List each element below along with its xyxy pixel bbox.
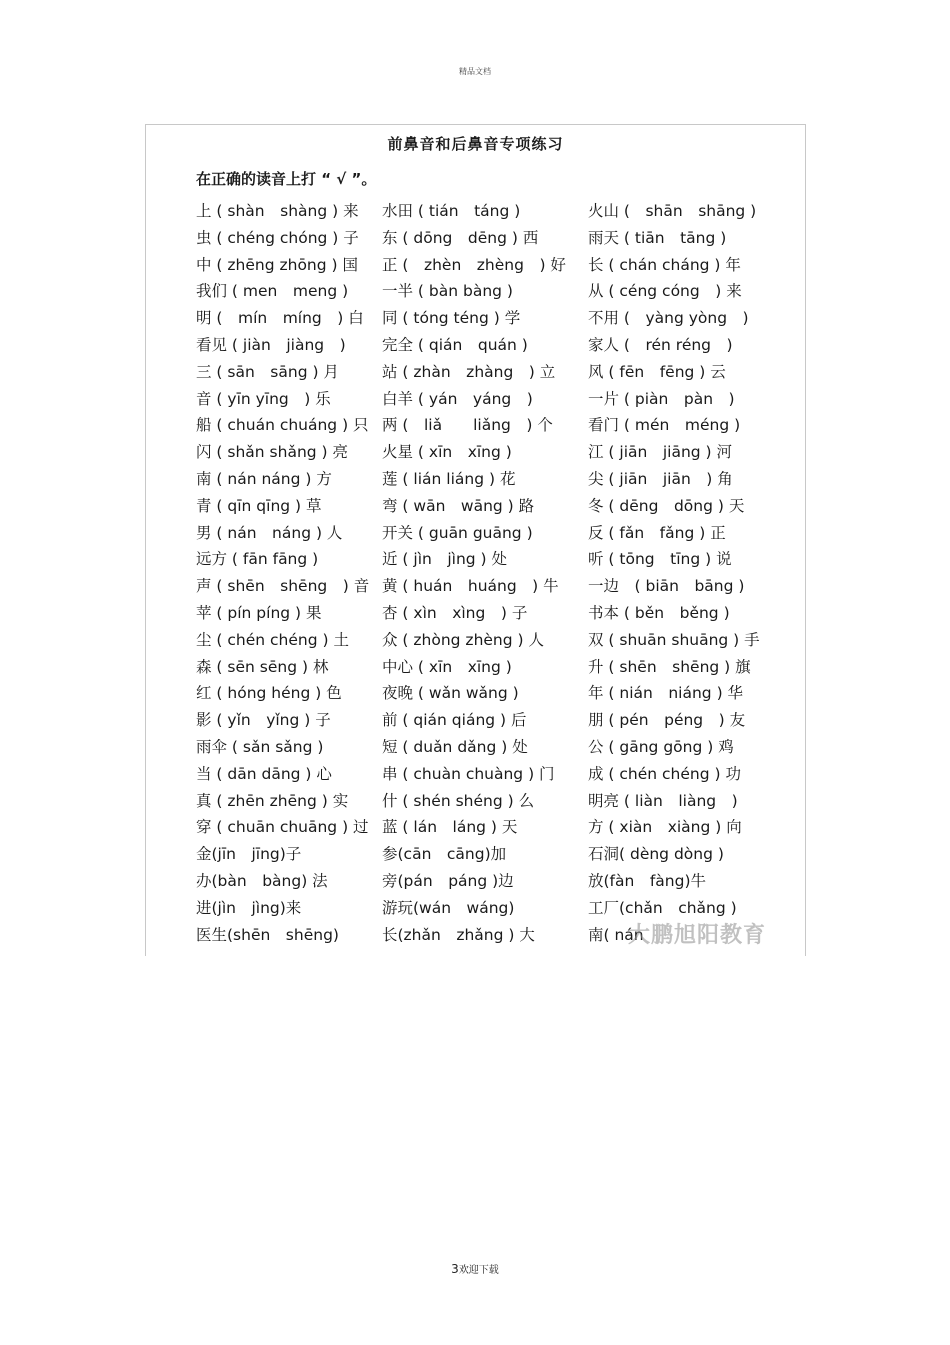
exercise-item: 苹 ( pín píng ) 果 — [196, 603, 322, 622]
exercise-row — [196, 868, 796, 895]
exercise-item: 公 ( gāng gōng ) 鸡 — [588, 737, 734, 756]
exercise-item: 众 ( zhòng zhèng ) 人 — [382, 630, 544, 649]
exercise-item: 火山 ( shān shāng ) — [588, 202, 757, 220]
exercise-row — [196, 814, 796, 841]
exercise-row — [196, 252, 796, 279]
exercise-item: 南( nán — [588, 925, 644, 944]
exercise-item: 船 ( chuán chuáng ) 只 — [196, 416, 369, 435]
exercise-row — [196, 680, 796, 707]
exercise-row — [196, 332, 796, 359]
exercise-item: 成 ( chén chéng ) 功 — [588, 764, 741, 783]
exercise-item: 冬 ( dēng dōng ) 天 — [588, 496, 745, 515]
exercise-item: 朋 ( pén péng ) 友 — [588, 711, 746, 730]
exercise-item: 一半 ( bàn bàng ) — [382, 282, 513, 301]
exercise-item: 虫 ( chéng chóng ) 子 — [196, 228, 359, 247]
exercise-row — [196, 707, 796, 734]
exercise-item: 旁(pán páng )边 — [382, 871, 514, 890]
exercise-item: 莲 ( lián liáng ) 花 — [382, 469, 516, 488]
exercise-row — [196, 600, 796, 627]
exercise-item: 两 ( liǎ liǎng ) 个 — [382, 416, 553, 435]
exercise-row — [196, 734, 796, 761]
exercise-item: 同 ( tóng téng ) 学 — [382, 309, 521, 328]
exercise-item: 三 ( sān sāng ) 月 — [196, 362, 339, 381]
exercise-item: 从 ( céng cóng ) 来 — [588, 282, 742, 301]
exercise-item: 看门 ( mén méng ) — [588, 416, 741, 435]
exercise-item: 影 ( yǐn yǐng ) 子 — [196, 711, 331, 730]
exercise-row — [196, 439, 796, 466]
exercise-row — [196, 466, 796, 493]
exercise-item: 远方 ( fān fāng ) — [196, 550, 319, 569]
exercise-item: 真 ( zhēn zhēng ) 实 — [196, 791, 349, 810]
exercise-row — [196, 359, 796, 386]
exercise-item: 上 ( shàn shàng ) 来 — [196, 202, 359, 220]
header-note: 精品文档 — [459, 67, 491, 76]
footer-text: 欢迎下载 — [458, 1265, 499, 1276]
exercise-row — [196, 198, 796, 225]
exercise-row — [196, 520, 796, 547]
exercise-item: 男 ( nán náng ) 人 — [196, 523, 343, 542]
exercise-item: 当 ( dān dāng ) 心 — [196, 764, 332, 783]
exercise-item: 雨伞 ( sǎn sǎng ) — [196, 737, 324, 756]
exercise-row — [196, 761, 796, 788]
exercise-item: 正 ( zhèn zhèng ) 好 — [382, 255, 566, 274]
exercise-item: 夜晚 ( wǎn wǎng ) — [382, 684, 519, 703]
exercise-item: 红 ( hóng héng ) 色 — [196, 684, 342, 703]
exercise-item: 明亮 ( liàn liàng ) — [588, 791, 738, 810]
exercise-item: 方 ( xiàn xiàng ) 向 — [588, 818, 742, 837]
exercise-item: 尘 ( chén chéng ) 土 — [196, 630, 349, 649]
exercise-item: 蓝 ( lán láng ) 天 — [382, 818, 518, 837]
exercise-item: 长 ( chán cháng ) 年 — [588, 255, 741, 274]
exercise-item: 明 ( mín míng ) 白 — [196, 309, 364, 328]
exercise-row — [196, 278, 796, 305]
exercise-row — [196, 546, 796, 573]
exercise-item: 风 ( fēn fēng ) 云 — [588, 362, 726, 381]
exercise-item: 音 ( yīn yīng ) 乐 — [196, 389, 331, 408]
exercise-item: 穿 ( chuān chuāng ) 过 — [196, 818, 369, 837]
exercise-item: 声 ( shēn shēng ) 音 — [196, 577, 370, 596]
exercise-item: 中 ( zhēng zhōng ) 国 — [196, 255, 358, 274]
exercise-item: 升 ( shēn shēng ) 旗 — [588, 657, 751, 676]
exercise-item: 书本 ( běn běng ) — [588, 603, 730, 622]
exercise-item: 放(fàn fàng)牛 — [588, 871, 706, 890]
exercise-item: 近 ( jìn jìng ) 处 — [382, 550, 508, 569]
exercise-item: 水田 ( tián táng ) — [382, 202, 521, 220]
exercise-row — [196, 386, 796, 413]
exercise-grid — [196, 198, 796, 948]
exercise-item: 参(cān cāng)加 — [382, 845, 507, 864]
exercise-item: 青 ( qīn qīng ) 草 — [196, 496, 322, 515]
exercise-item: 工厂(chǎn chǎng ) — [588, 898, 737, 917]
exercise-item: 金(jīn jīng)子 — [196, 845, 302, 864]
exercise-item: 短 ( duǎn dǎng ) 处 — [382, 737, 528, 756]
exercise-item: 年 ( nián niáng ) 华 — [588, 684, 744, 703]
exercise-item: 双 ( shuān shuāng ) 手 — [588, 630, 760, 649]
exercise-item: 杏 ( xìn xìng ) 子 — [382, 603, 528, 622]
exercise-item: 南 ( nán náng ) 方 — [196, 469, 332, 488]
exercise-item: 白羊 ( yán yáng ) — [382, 389, 533, 408]
exercise-item: 火星 ( xīn xīng ) — [382, 443, 512, 462]
exercise-row — [196, 788, 796, 815]
exercise-item: 串 ( chuàn chuàng ) 门 — [382, 764, 555, 783]
exercise-item: 尖 ( jiān jiān ) 角 — [588, 469, 733, 488]
exercise-item: 东 ( dōng dēng ) 西 — [382, 228, 539, 247]
exercise-item: 弯 ( wān wāng ) 路 — [382, 496, 535, 515]
exercise-item: 进(jìn jìng)来 — [196, 898, 302, 917]
exercise-row — [196, 654, 796, 681]
exercise-item: 什 ( shén shéng ) 么 — [382, 791, 535, 810]
exercise-item: 医生(shēn shēng) — [196, 925, 339, 944]
worksheet-instruction: 在正确的读音上打 “ √ ”。 — [196, 170, 377, 188]
exercise-row — [196, 412, 796, 439]
exercise-item: 石洞( dèng dòng ) — [588, 845, 724, 864]
exercise-row — [196, 305, 796, 332]
exercise-item: 长(zhǎn zhǎng ) 大 — [382, 925, 535, 944]
exercise-item: 江 ( jiān jiāng ) 河 — [588, 443, 733, 462]
exercise-item: 完全 ( qián quán ) — [382, 335, 528, 354]
exercise-row — [196, 493, 796, 520]
exercise-item: 反 ( fǎn fǎng ) 正 — [588, 523, 726, 542]
page-footer — [0, 1261, 950, 1276]
exercise-item: 黄 ( huán huáng ) 牛 — [382, 577, 559, 596]
watermark: 大鹏旭阳教育 — [628, 923, 767, 948]
exercise-item: 我们 ( men meng ) — [196, 282, 349, 301]
exercise-item: 看见 ( jiàn jiàng ) — [196, 335, 346, 354]
exercise-row — [196, 573, 796, 600]
worksheet-title: 前鼻音和后鼻音专项练习 — [387, 135, 564, 153]
exercise-item: 不用 ( yàng yòng ) — [588, 309, 749, 328]
exercise-item: 游玩(wán wáng) — [382, 898, 515, 917]
exercise-item: 闪 ( shǎn shǎng ) 亮 — [196, 443, 349, 462]
exercise-item: 一边 ( biān bāng ) — [588, 577, 745, 596]
exercise-item: 听 ( tōng tīng ) 说 — [588, 550, 732, 569]
page-number: 3 — [451, 1262, 459, 1276]
exercise-item: 家人 ( rén réng ) — [588, 335, 733, 354]
exercise-item: 森 ( sēn sēng ) 林 — [196, 657, 329, 676]
exercise-item: 中心 ( xīn xīng ) — [382, 657, 512, 676]
exercise-item: 站 ( zhàn zhàng ) 立 — [382, 362, 556, 381]
exercise-item: 办(bàn bàng) 法 — [196, 871, 328, 890]
exercise-item: 开关 ( guān guāng ) — [382, 523, 533, 542]
exercise-item: 雨天 ( tiān tāng ) — [588, 228, 727, 247]
exercise-item: 前 ( qián qiáng ) 后 — [382, 711, 527, 730]
exercise-row — [196, 225, 796, 252]
exercise-row — [196, 841, 796, 868]
exercise-row — [196, 627, 796, 654]
exercise-item: 一片 ( piàn pàn ) — [588, 389, 735, 408]
